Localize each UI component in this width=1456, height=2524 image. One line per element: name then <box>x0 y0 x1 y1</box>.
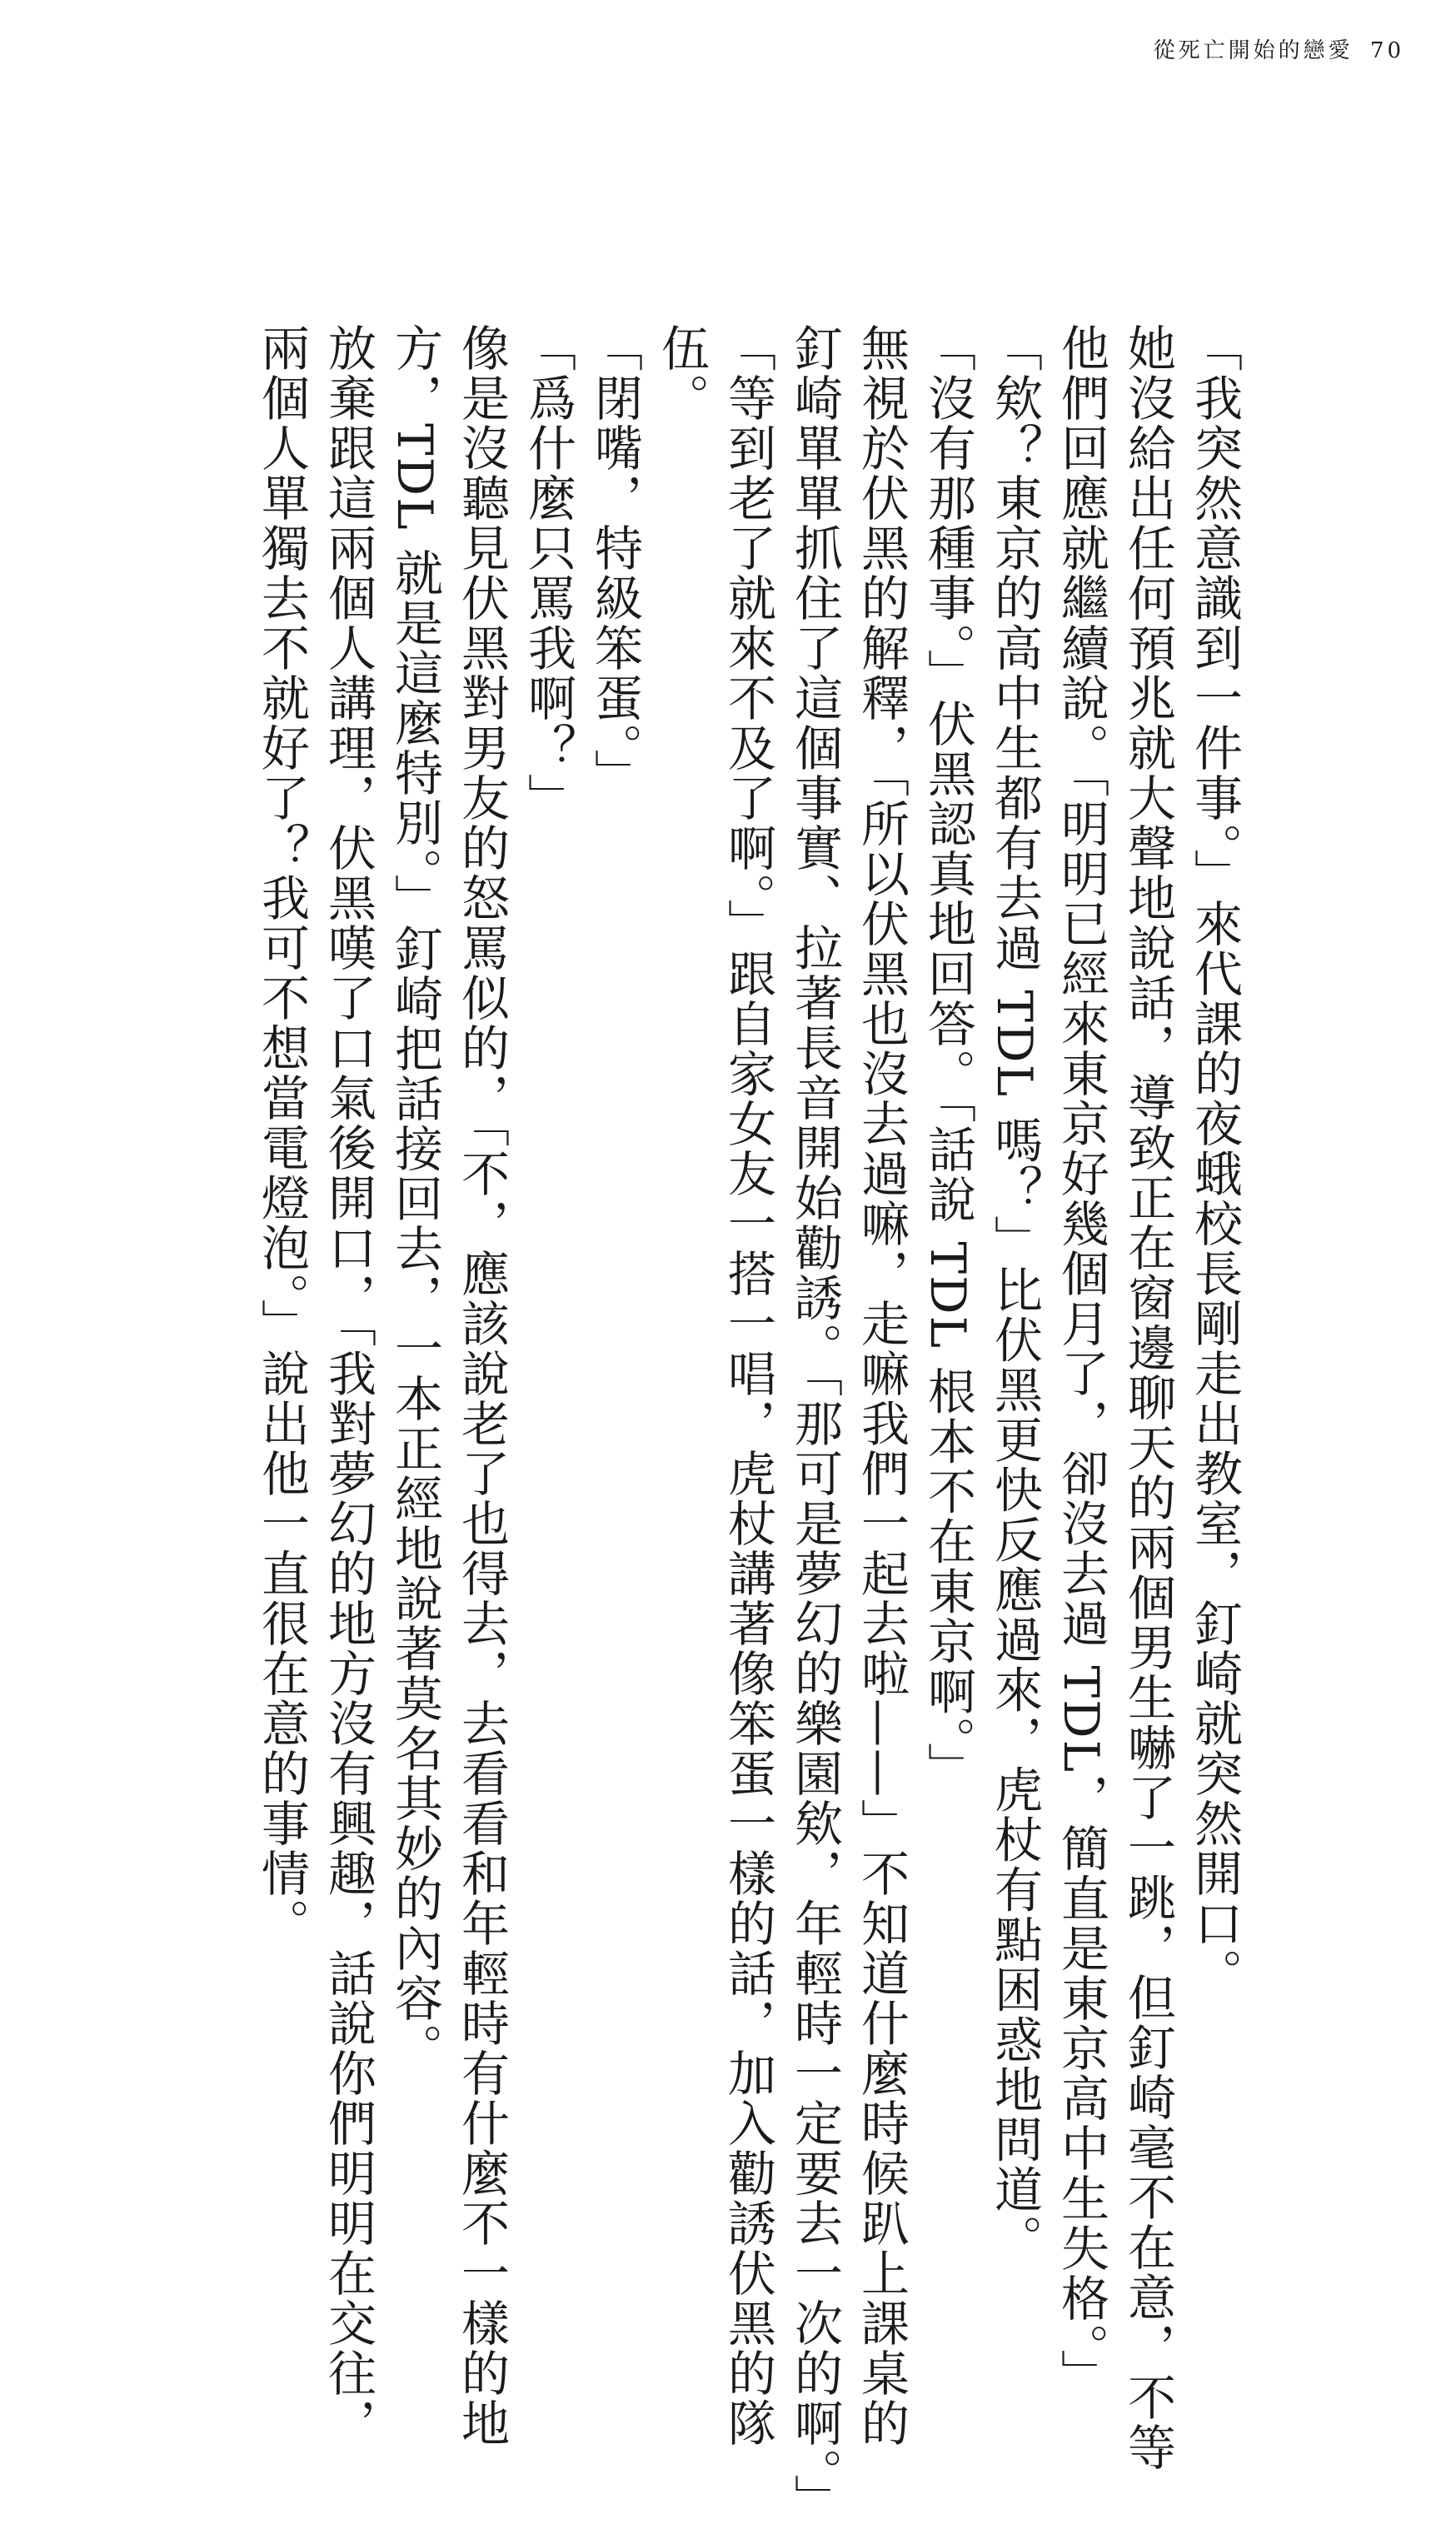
text-line-9: 伍。 <box>653 323 710 423</box>
text-line-7: 釘崎單單抓住了這個事實、拉著長音開始勸誘。「那可是夢幻的樂園欸，年輕時一定要去一次的啊。」 <box>786 323 843 2524</box>
text-line-11: 「爲什麼只罵我啊？」 <box>520 323 576 823</box>
text-line-13: 方，TDL 就是這麼特別。」釘崎把話接回去，一本正經地說著莫名其妙的內容。 <box>386 323 443 2074</box>
text-line-6: 無視於伏黑的解釋，「所以伏黑也沒去過嘛，走嘛我們一起去啦——」不知道什麼時候趴上課桌的 <box>853 323 910 2448</box>
text-line-3: 他們回應就繼續說。「明明已經來東京好幾個月了，卻沒去過 TDL，簡直是東京高中生失格。」 <box>1053 323 1109 2400</box>
text-line-15: 兩個人單獨去不就好了？我可不想當電燈泡。」說出他一直很在意的事情。 <box>253 323 310 1948</box>
text-line-12: 像是沒聽見伏黑對男友的怒罵似的，「不，應該說老了也得去，去看看和年輕時有什麼不一樣的地 <box>453 323 510 2448</box>
text-line-10: 「閉嘴，特級笨蛋。」 <box>586 323 643 799</box>
text-line-1: 「我突然意識到一件事。」來代課的夜蛾校長剛走出教室，釘崎就突然開口。 <box>1186 323 1243 1998</box>
text-line-8: 「等到老了就來不及了啊。」跟自家女友一搭一唱，虎杖講著像笨蛋一樣的話，加入勸誘伏黑的隊 <box>720 323 776 2448</box>
text-line-2: 她沒給出任何預兆就大聲地說話，導致正在窗邊聊天的兩個男生嚇了一跳，但釘崎毫不在意，不等 <box>1119 323 1176 2472</box>
text-line-14: 放棄跟這兩個人講理，伏黑嘆了口氣後開口，「我對夢幻的地方沒有興趣，話說你們明明在交往， <box>320 323 376 2448</box>
running-header <box>1147 33 1404 64</box>
book-title: 從死亡開始的戀愛 <box>1153 38 1354 63</box>
text-line-5: 「沒有那種事。」伏黑認真地回答。「話說 TDL 根本不在東京啊。」 <box>920 323 976 1793</box>
vertical-text-body <box>248 323 1248 2524</box>
text-line-4: 「欸？東京的高中生都有去過 TDL 嗎？」比伏黑更快反應過來，虎杖有點困惑地問道。 <box>986 323 1043 2265</box>
page-number: 70 <box>1369 38 1404 63</box>
